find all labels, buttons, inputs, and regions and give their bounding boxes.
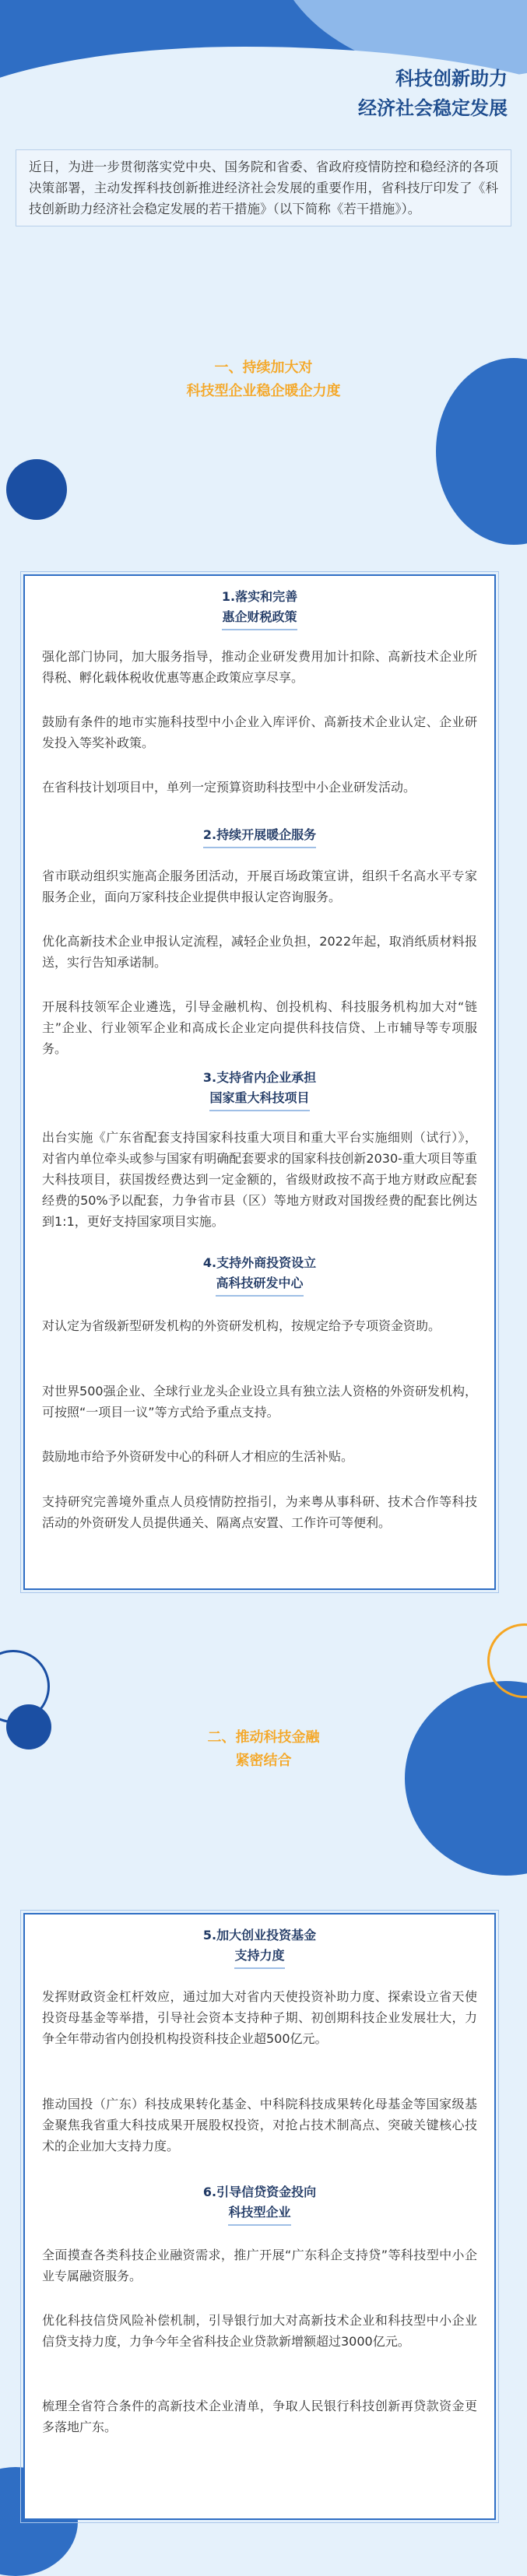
decor-circle-left xyxy=(6,459,67,520)
policy-item-4-para-2: 对世界500强企业、全球行业龙头企业设立具有独立法人资格的外资研发机构，可按照“一项目一议”等方式给予重点支持。 xyxy=(42,1384,477,1420)
section-1-title-line1: 一、持续加大对 xyxy=(214,360,313,376)
policy-item-4-heading: 4.支持外商投资设立 高科技研发中心 xyxy=(42,1253,477,1297)
policy-item-1-heading: 1.落实和完善 惠企财税政策 xyxy=(42,587,477,630)
policy-item-3-para-1: 出台实施《广东省配套支持国家科技重大项目和重大平台实施细则（试行）》，对省内单位牵头或参与国家有明确配套要求的国家科技创新2030-重大项目等重大科技项目，获国拨经费达到一定金额的，省级财政按不高于地方财政应配套经费的50%予以配套，力争省市县（区）等地方财政对国拨经费的配套比例达到1:1，更好支持国家项目实施。 xyxy=(42,1130,477,1229)
policy-item-6-para-1: 全面摸查各类科技企业融资需求，推广开展“广东科企支持贷”等科技型中小企业专属融资服务。 xyxy=(42,2248,477,2283)
policy-item-2-para-2: 优化高新技术企业申报认定流程，减轻企业负担，2022年起，取消纸质材料报送，实行告知承诺制。 xyxy=(42,934,477,970)
intro-box xyxy=(16,149,511,226)
policy-item-1-para-1: 强化部门协同，加大服务指导，推动企业研发费用加计扣除、高新技术企业所得税、孵化载体税收优惠等惠企政策应享尽享。 xyxy=(42,649,477,685)
section-1-title-line2: 科技型企业稳企暖企力度 xyxy=(186,383,341,399)
policy-item-1 xyxy=(42,587,477,630)
policy-item-1-para-2: 鼓励有条件的地市实施科技型中小企业入库评价、高新技术企业认定、企业研发投入等奖补政策。 xyxy=(42,714,477,750)
section-1-panel xyxy=(23,574,496,1590)
policy-item-4 xyxy=(42,1253,477,1297)
policy-item-3-heading: 3.支持省内企业承担 国家重大科技项目 xyxy=(42,1068,477,1111)
policy-item-2-para-3: 开展科技领军企业遴选，引导金融机构、创投机构、科技服务机构加大对“链主”企业、行业领军企业和高成长企业定向提供科技信贷、上市辅导等专项服务。 xyxy=(42,999,477,1056)
policy-item-2-para-1: 省市联动组织实施高企服务团活动，开展百场政策宣讲，组织千名高水平专家服务企业，面向万家科技企业提供申报认定咨询服务。 xyxy=(42,869,477,904)
page-title xyxy=(358,64,508,123)
policy-item-4-para-1: 对认定为省级新型研发机构的外资研发机构，按规定给予专项资金资助。 xyxy=(42,1318,441,1333)
section-1-heading xyxy=(0,356,527,403)
policy-item-5-para-2: 推动国投（广东）科技成果转化基金、中科院科技成果转化母基金等国家级基金聚焦我省重大科技成果开展股权投资，对抢占技术制高点、突破关键核心技术的企业加大支持力度。 xyxy=(42,2097,477,2153)
policy-item-6-para-2: 优化科技信贷风险补偿机制，引导银行加大对高新技术企业和科技型中小企业信贷支持力度，力争今年全省科技企业贷款新增额超过3000亿元。 xyxy=(42,2313,477,2349)
policy-item-5-heading: 5.加大创业投资基金 支持力度 xyxy=(42,1925,477,1969)
section-2-panel xyxy=(23,1913,496,2520)
policy-item-4-para-3: 鼓励地市给予外资研发中心的科研人才相应的生活补贴。 xyxy=(42,1449,354,1464)
policy-item-3 xyxy=(42,1068,477,1111)
decor-blob-right-2 xyxy=(405,1681,527,1876)
intro-text: 近日，为进一步贯彻落实党中央、国务院和省委、省政府疫情防控和稳经济的各项决策部署，主动发挥科技创新推进经济社会发展的重要作用，省科技厅印发了《科技创新助力经济社会稳定发展的若干措施》（以下简称《若干措施》）。 xyxy=(29,160,498,216)
page-title-line1: 科技创新助力 xyxy=(395,68,508,89)
section-2-heading xyxy=(0,1726,527,1773)
section-2-title-line2: 紧密结合 xyxy=(235,1753,292,1769)
policy-item-4-para-4: 支持研究完善境外重点人员疫情防控指引，为来粤从事科研、技术合作等科技活动的外资研发人员提供通关、隔离点安置、工作许可等便利。 xyxy=(42,1494,477,1530)
policy-item-5-para-1: 发挥财政资金杠杆效应，通过加大对省内天使投资补助力度、探索设立省天使投资母基金等举措，引导社会资本支持种子期、初创期科技企业发展壮大，力争全年带动省内创投机构投资科技企业超500亿元。 xyxy=(42,1989,477,2046)
policy-item-1-para-3: 在省科技计划项目中，单列一定预算资助科技型中小企业研发活动。 xyxy=(42,780,416,795)
policy-item-2 xyxy=(42,825,477,848)
policy-item-6-heading: 6.引导信贷资金投向 科技型企业 xyxy=(42,2182,477,2226)
policy-item-6 xyxy=(42,2182,477,2226)
policy-item-5 xyxy=(42,1925,477,1969)
section-2-title-line1: 二、推动科技金融 xyxy=(207,1729,320,1746)
policy-item-6-para-3: 梳理全省符合条件的高新技术企业清单，争取人民银行科技创新再贷款资金更多落地广东。 xyxy=(42,2399,477,2434)
page-title-line2: 经济社会稳定发展 xyxy=(358,97,508,119)
policy-item-2-heading: 2.持续开展暖企服务 xyxy=(42,825,477,848)
